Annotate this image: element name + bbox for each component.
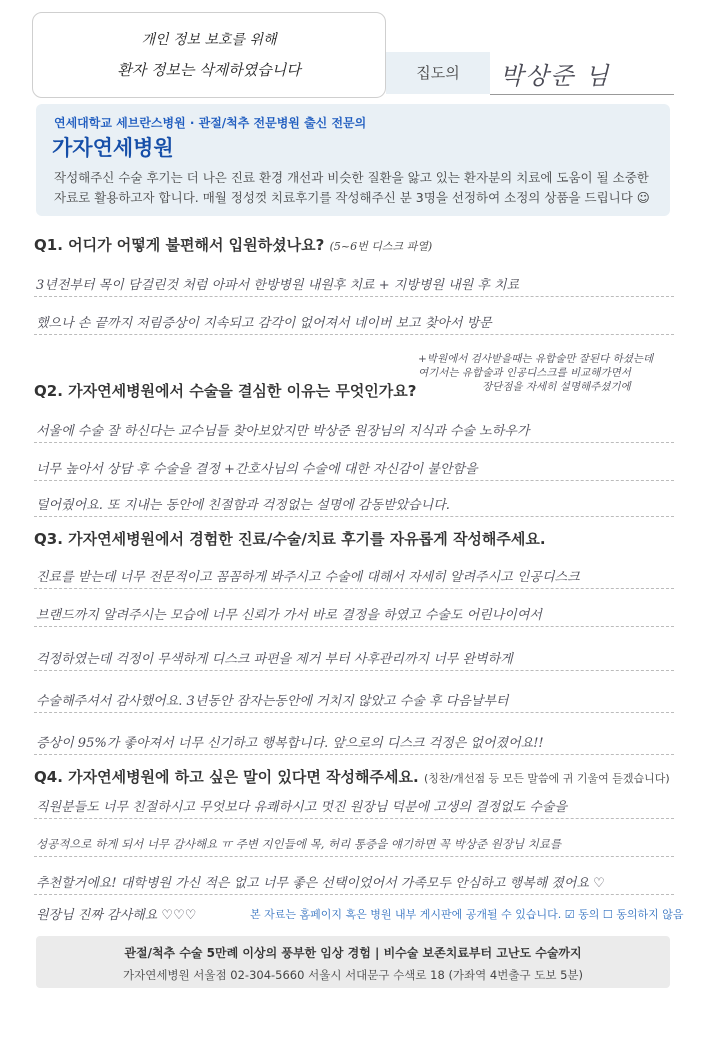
question-3	[34, 528, 546, 549]
q3-answer-line-4: 수술해주셔서 감사했어요. 3년동안 잠자는동안에 거치지 않았고 수술 후 다음날부터	[36, 694, 509, 709]
q2-answer-line-1: 서울에 수술 잘 하신다는 교수님들 찾아보았지만 박상준 원장님의 지식과 수술 노하우가	[36, 424, 530, 439]
q3-answer-line-5: 증상이 95%가 좋아져서 너무 신기하고 행복합니다. 앞으로의 디스크 걱정은 없어졌어요!!	[36, 736, 544, 751]
consent-text: 본 자료는 홈페이지 혹은 병원 내부 게시판에 공개될 수 있습니다.	[250, 908, 562, 921]
answer-line	[34, 670, 674, 671]
question-4	[34, 766, 670, 787]
question-1	[34, 234, 432, 255]
question-1-note: (5~6번 디스크 파열)	[329, 240, 433, 253]
intro-panel	[36, 104, 670, 216]
answer-line	[34, 480, 674, 481]
question-4-note: (칭찬/개선점 등 모든 말씀에 귀 기울여 듣겠습니다)	[423, 772, 670, 785]
answer-line	[34, 516, 674, 517]
q2-answer-line-3: 덜어줬어요. 또 지내는 동안에 친절함과 걱정없는 설명에 감동받았습니다.	[36, 498, 450, 513]
q3-answer-line-1: 진료를 받는데 너무 전문적이고 꼼꼼하게 봐주시고 수술에 대해서 자세히 알려주시고 인공디스크	[36, 570, 580, 585]
hospital-name: 가자연세병원	[52, 136, 174, 160]
q2-side-note-line-1: +박원에서 검사받을때는 유합술만 잘된다 하셨는데	[418, 353, 654, 365]
footer-banner	[36, 936, 670, 988]
consent-notice	[250, 906, 684, 922]
q2-side-note-line-2: 여기서는 유합술과 인공디스크를 비교해가면서	[418, 367, 631, 379]
consent-disagree-checkbox[interactable]: ☐ 동의하지 않음	[602, 908, 684, 921]
q2-side-note-line-3: 장단점을 자세히 설명해주셨기에	[482, 381, 631, 393]
answer-line	[34, 334, 674, 335]
answer-line	[34, 442, 674, 443]
question-1-text: Q1. 어디가 어떻게 불편해서 입원하셨나요?	[34, 236, 325, 254]
question-3-text: Q3. 가자연세병원에서 경험한 진료/수술/치료 후기를 자유롭게 작성해주세요.	[34, 530, 546, 548]
footer-contact: 가자연세병원 서울점 02-304-5660 서울시 서대문구 수색로 18 (가좌역 4번출구 도보 5분)	[123, 968, 583, 982]
question-2	[34, 380, 416, 401]
privacy-line-2: 환자 정보는 삭제하였습니다	[117, 61, 301, 79]
privacy-line-1: 개인 정보 보호를 위해	[141, 32, 277, 48]
q2-answer-line-2: 너무 높아서 상담 후 수술을 결정 +간호사님의 수술에 대한 자신감이 불안함을	[36, 462, 478, 477]
q2-side-note	[418, 352, 653, 394]
privacy-notice	[32, 12, 386, 98]
question-2-text: Q2. 가자연세병원에서 수술을 결심한 이유는 무엇인가요?	[34, 382, 417, 400]
q4-answer-line-1: 직원분들도 너무 친절하시고 무엇보다 유쾌하시고 멋진 원장님 덕분에 고생의 결정없도 수술을	[36, 800, 568, 815]
question-4-text: Q4. 가자연세병원에 하고 싶은 말이 있다면 작성해주세요.	[34, 768, 419, 786]
answer-line	[34, 818, 674, 819]
q4-answer-line-4: 원장님 진짜 감사해요 ♡♡♡	[36, 908, 197, 923]
answer-line	[34, 588, 674, 589]
q1-answer-line-2: 했으나 손 끝까지 저림증상이 지속되고 감각이 없어져서 네이버 보고 찾아서 방문	[36, 316, 492, 331]
answer-line	[34, 894, 674, 895]
hospital-subtitle: 연세대학교 세브란스병원 · 관절/척추 전문병원 출신 전문의	[54, 116, 367, 130]
surgeon-signature: 박상준 님	[500, 62, 611, 90]
answer-line	[34, 754, 674, 755]
q3-answer-line-3: 걱정하였는데 걱정이 무색하게 디스크 파편을 제거 부터 사후관리까지 너무 완벽하게	[36, 652, 513, 667]
intro-description: 작성해주신 수술 후기는 더 나은 진료 환경 개선과 비슷한 질환을 앓고 있는 환자분의 치료에 도움이 될 소중한 자료로 활용하고자 합니다. 매월 정성껏 치료후기를 작성해주신 분 3명을 선정하여 소정의 상품을 드립니다 ☺	[54, 170, 650, 205]
answer-line	[34, 712, 674, 713]
q3-answer-line-2: 브랜드까지 알려주시는 모습에 너무 신뢰가 가서 바로 결정을 하였고 수술도 어린나이여서	[36, 608, 542, 623]
answer-line	[34, 856, 674, 857]
q4-answer-line-3: 추천할거에요! 대학병원 가신 적은 없고 너무 좋은 선택이었어서 가족모두 안심하고 행복해 졌어요 ♡	[36, 876, 605, 891]
q1-answer-line-1: 3년전부터 목이 담걸린것 처럼 아파서 한방병원 내원후 치료 + 지방병원 내원 후 치료	[36, 278, 520, 293]
surgeon-label: 집도의	[386, 52, 490, 94]
q4-answer-line-2: 성공적으로 하게 되서 너무 감사해요 ㅠ 주변 지인들에 목, 허리 통증을 얘기하면 꼭 박상준 원장님 치료를	[36, 837, 562, 851]
answer-line	[34, 626, 674, 627]
footer-tagline: 관절/척추 수술 5만례 이상의 풍부한 임상 경험 | 비수술 보존치료부터 고난도 수술까지	[124, 946, 582, 960]
answer-line	[34, 296, 674, 297]
consent-agree-checkbox[interactable]: ☑ 동의	[564, 908, 600, 921]
signature-line	[490, 94, 674, 95]
